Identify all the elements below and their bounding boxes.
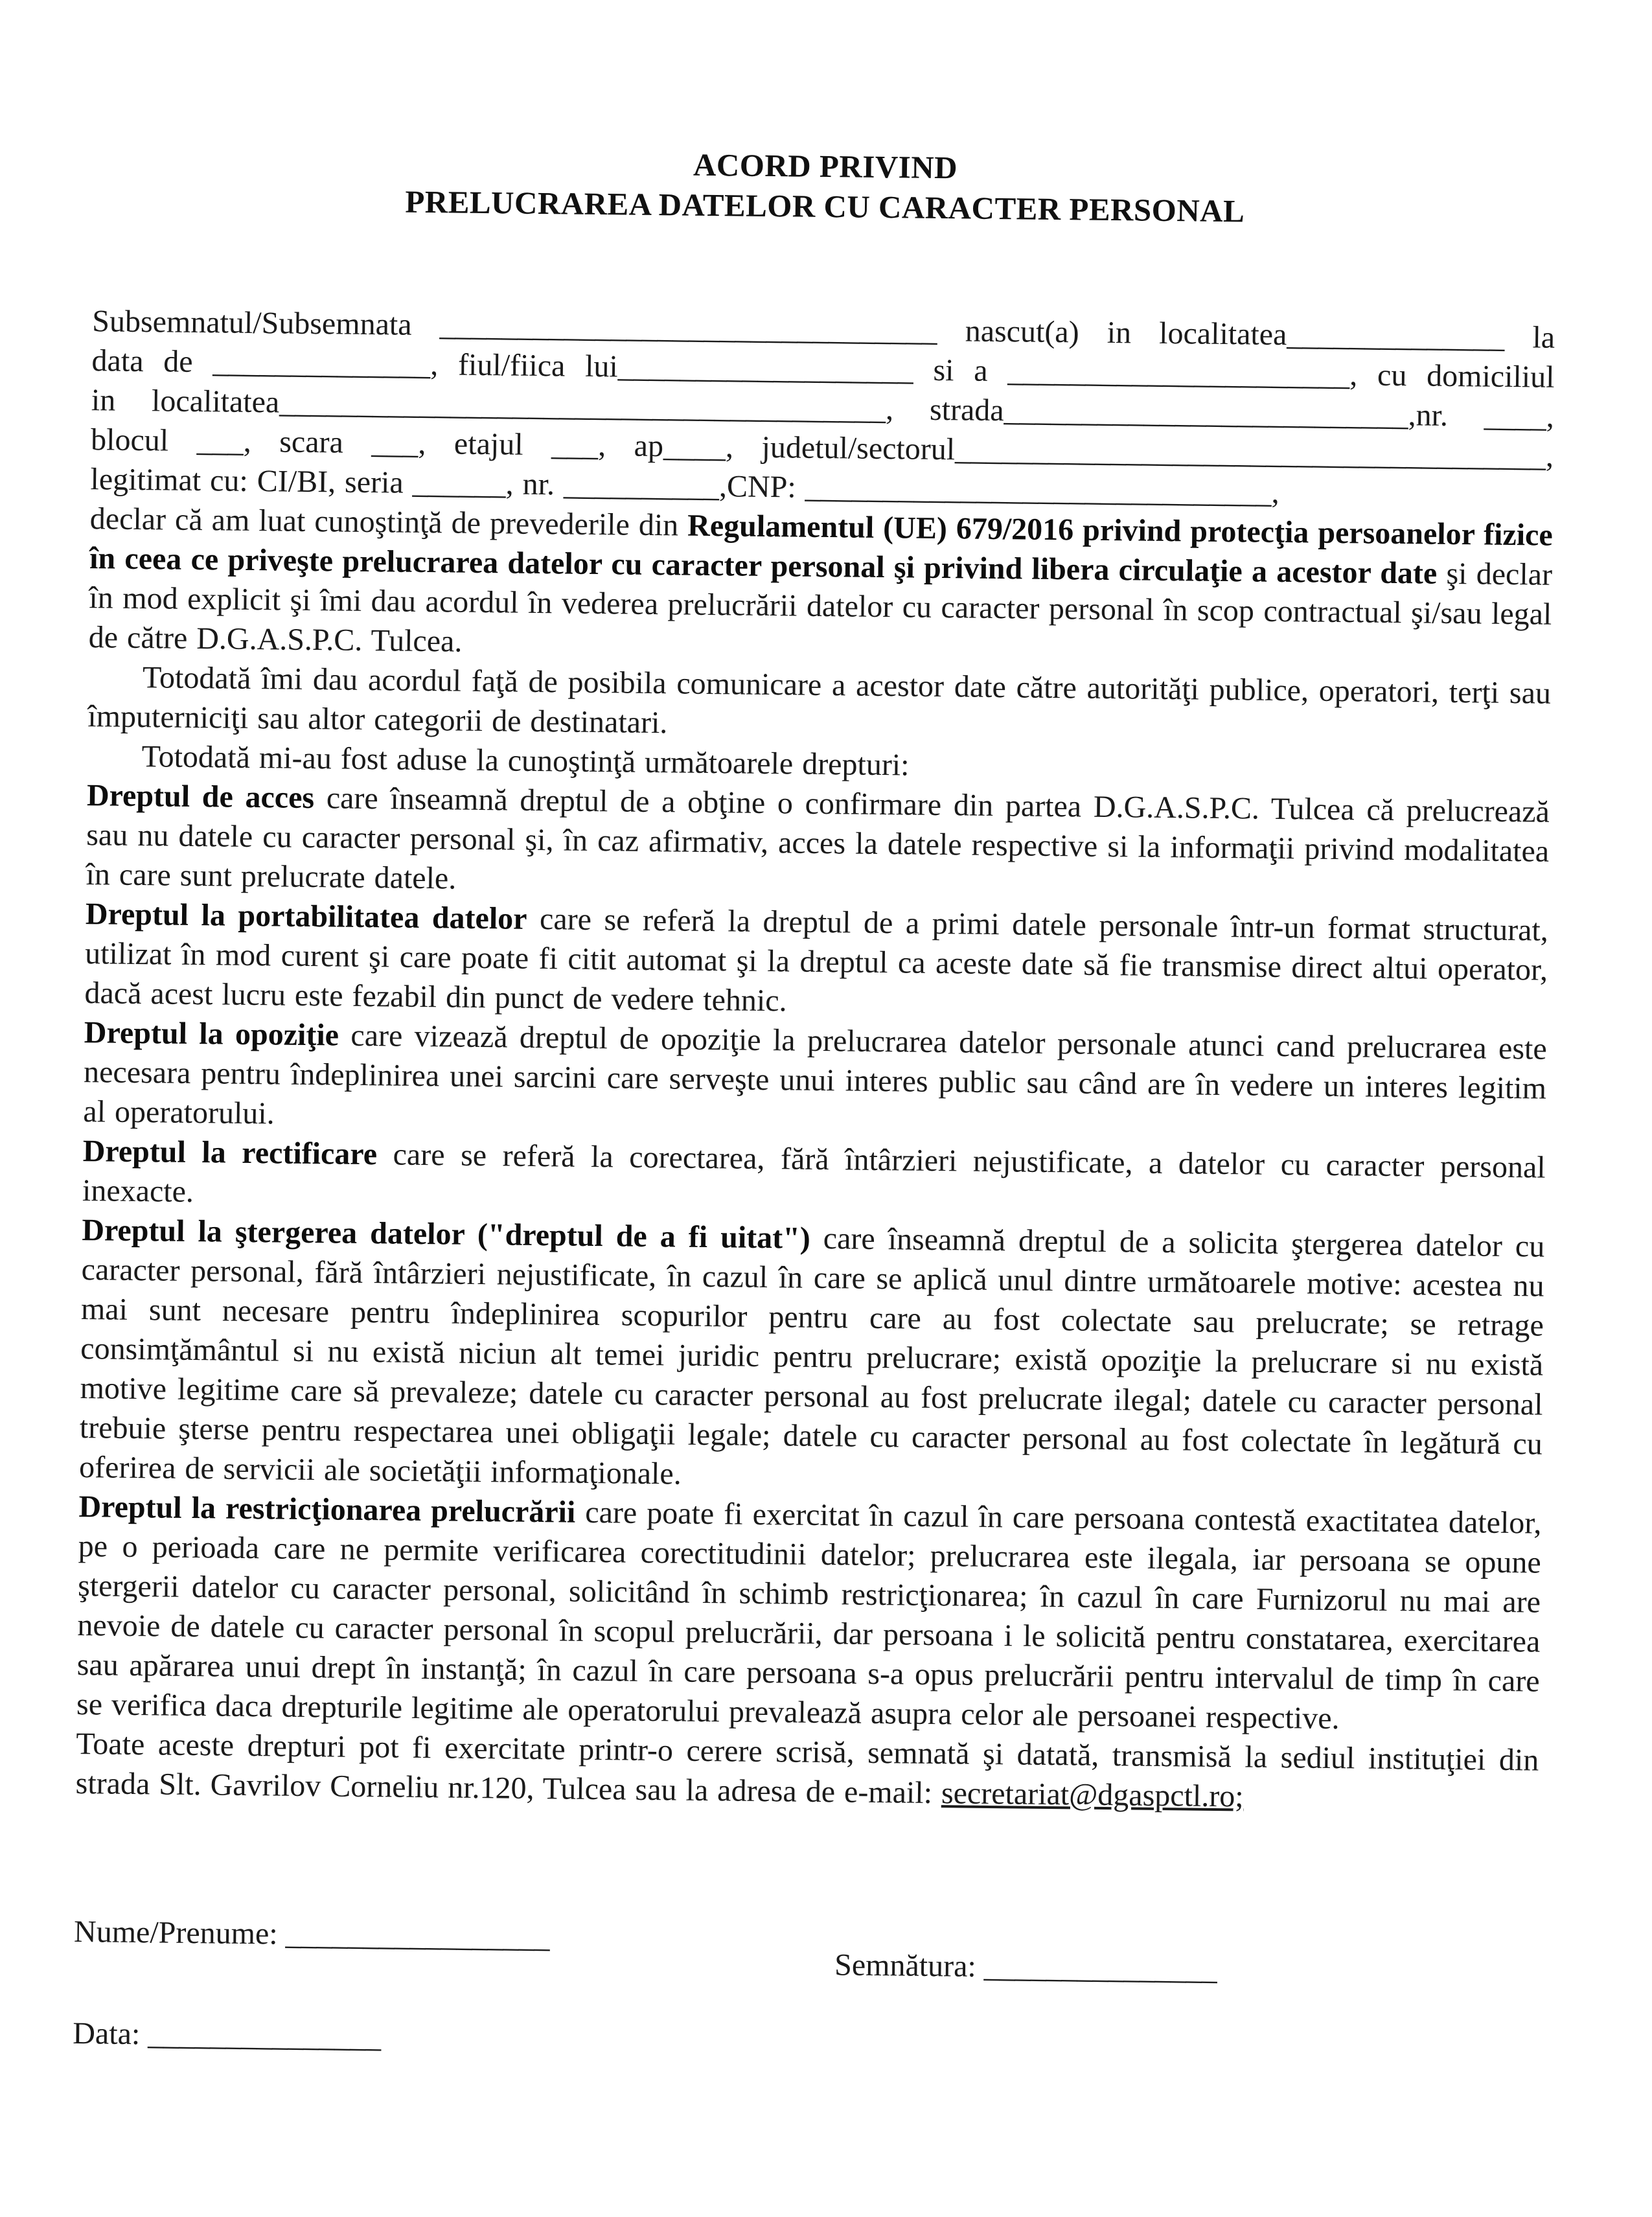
- form-line: Subsemnatul/Subsemnata ________________________________ nascut(a) in localitatea______________ la: [92, 304, 1555, 355]
- text-segment: Toate aceste drepturi pot fi exercitate printr-o cerere scrisă, semnată şi datată, transmisă la sediul instituţiei din strada Slt. Gavrilov Corneliu nr.120, Tulcea sau la adresa de e-mail:: [75, 1727, 1539, 1811]
- name-signature-row: [73, 1912, 1537, 1993]
- fill-in-form-lines: [90, 301, 1555, 516]
- paragraph: [86, 775, 1550, 911]
- right-name-bold: Dreptul de acces: [86, 778, 315, 816]
- name-label: Nume/Prenume:: [73, 1914, 278, 1951]
- paragraph: [75, 1724, 1539, 1820]
- right-name-bold: Dreptul la opoziţie: [84, 1015, 339, 1053]
- text-segment: care vizează dreptul de opoziţie la prelucrarea datelor personale atunci cand prelucrarea este necesara pentru îndeplinirea unei sarcini care serveşte unui interes public sau când are în vedere un interes legitim al operatorului.: [83, 1018, 1548, 1131]
- document-content: [73, 0, 1559, 2070]
- date-blank-line: _______________: [147, 2017, 382, 2054]
- text-segment: care înseamnă dreptul de a solicita ştergerea datelor cu caracter personal, fără întârzieri nejustificate, în cazul în care se aplică unul dintre următoarele motive: acestea nu mai sunt necesare pentru îndeplinirea scopurilor pentru care au fost colectate sau prelucrate; se retrage consimţământul si nu există niciun alt temei juridic pentru prelucrare; există opoziţie la prelucrare si nu există motive legitime care să prevaleze; datele cu caracter personal au fost prelucrate ilegal; datele cu caracter personal trebuie şterse pentru respectarea unei obligaţii legale; datele cu caracter personal au fost colectate în legătură cu oferirea de servicii ale societăţii informaţionale.: [78, 1221, 1545, 1491]
- date-label: Data:: [73, 2016, 141, 2052]
- right-name-bold: Dreptul la portabilitatea datelor: [85, 897, 527, 936]
- paragraph: [84, 894, 1548, 1029]
- right-name-bold: Dreptul la restricţionarea prelucrării: [78, 1489, 576, 1530]
- text-segment: care se referă la dreptul de a primi datele personale într-un format structurat, utilizat în mod curent şi care poate fi citit automat şi la dreptul ca aceste date să fie transmise direct altui operator, dacă acest lucru este fezabil din punct de vedere tehnic.: [84, 901, 1549, 1018]
- text-segment: Totodată mi-au fost aduse la cunoştinţă următoarele drepturi:: [141, 739, 910, 783]
- text-segment: Totodată îmi dau acordul faţă de posibila comunicare a acestor date către autorităţi publice, operatori, terţi sau împuterniciţi sau altor categorii de destinatari.: [87, 660, 1552, 741]
- date-field: [73, 2014, 1536, 2070]
- document-title-line2: PRELUCRAREA DATELOR CU CARACTER PERSONAL: [405, 183, 1245, 229]
- document-title: [93, 138, 1557, 235]
- text-segment: care poate fi exercitat în cazul în care persoana contestă exactitatea datelor, pe o perioada care ne permite verificarea corectitudinii datelor; prelucrarea este ilegala, iar persoana se opune ştergerii datelor cu caracter personal, solicitând în schimb restricţionarea; în cazul în care Furnizorul nu mai are nevoie de datele cu caracter personal în scopul prelucrării, dar persoana i le solicită pentru constatarea, exercitarea sau apărarea unui drept în instanţă; în cazul în care persoana s-a opus prelucrării pentru intervalul de timp în care se verifica daca drepturile legitime ale operatorului prevalează asupra celor ale persoanei respective.: [76, 1495, 1542, 1736]
- email-address: secretariat@dgaspctl.ro;: [941, 1776, 1244, 1814]
- paragraphs-container: [75, 499, 1553, 1819]
- paragraph: [83, 1013, 1547, 1148]
- text-segment: declar că am luat cunoştinţă de prevederile din: [89, 501, 688, 543]
- form-line: blocul ___, scara ___, etajul ___, ap____, judetul/sectorul______________________________________,: [90, 422, 1554, 474]
- paragraph: [88, 499, 1553, 674]
- name-blank-line: _________________: [285, 1916, 550, 1955]
- right-name-bold: Regulamentul (UE) 679/2016 privind protecţia persoanelor fizice în ceea ce priveşte prelucrarea datelor cu caracter personal şi privind libera circulaţie a acestor date: [89, 508, 1553, 591]
- signature-blank-line: _______________: [983, 1949, 1218, 1987]
- text-segment: care înseamnă dreptul de a obţine o confirmare din partea D.G.A.S.P.C. Tulcea că prelucrează sau nu datele cu caracter personal şi, în caz afirmativ, acces la datele respective si la informaţii privind modalitatea în care sunt prelucrate datele.: [86, 781, 1550, 896]
- signature-block: [73, 1912, 1537, 2070]
- paragraph: [79, 1210, 1545, 1504]
- document-title-line1: ACORD PRIVIND: [693, 146, 958, 186]
- form-line: data de ______________, fiul/fiica lui___________________ si a ______________________, cu domiciliul: [91, 343, 1555, 395]
- right-name-bold: Dreptul la ştergerea datelor ("dreptul de a fi uitat"): [82, 1213, 811, 1256]
- document-body: [75, 301, 1555, 1819]
- form-line: in localitatea_______________________________________, strada__________________________,nr. ____,: [91, 383, 1555, 434]
- right-name-bold: Dreptul la rectificare: [82, 1134, 378, 1172]
- signature-label: Semnătura:: [834, 1947, 977, 1984]
- name-field: [74, 1912, 550, 1957]
- text-segment: şi declar în mod explicit şi îmi dau acordul în vederea prelucrării datelor cu caracter personal în scop contractual şi/sau legal de către D.G.A.S.P.C. Tulcea.: [88, 556, 1553, 659]
- signature-field: [834, 1945, 1217, 1989]
- paragraph: [76, 1487, 1542, 1741]
- text-segment: care se referă la corectarea, fără întârzieri nejustificate, a datelor cu caracter personal inexacte.: [82, 1137, 1546, 1210]
- form-line: legitimat cu: CI/BI, seria ______, nr. __________,CNP: ______________________________,: [90, 462, 1279, 510]
